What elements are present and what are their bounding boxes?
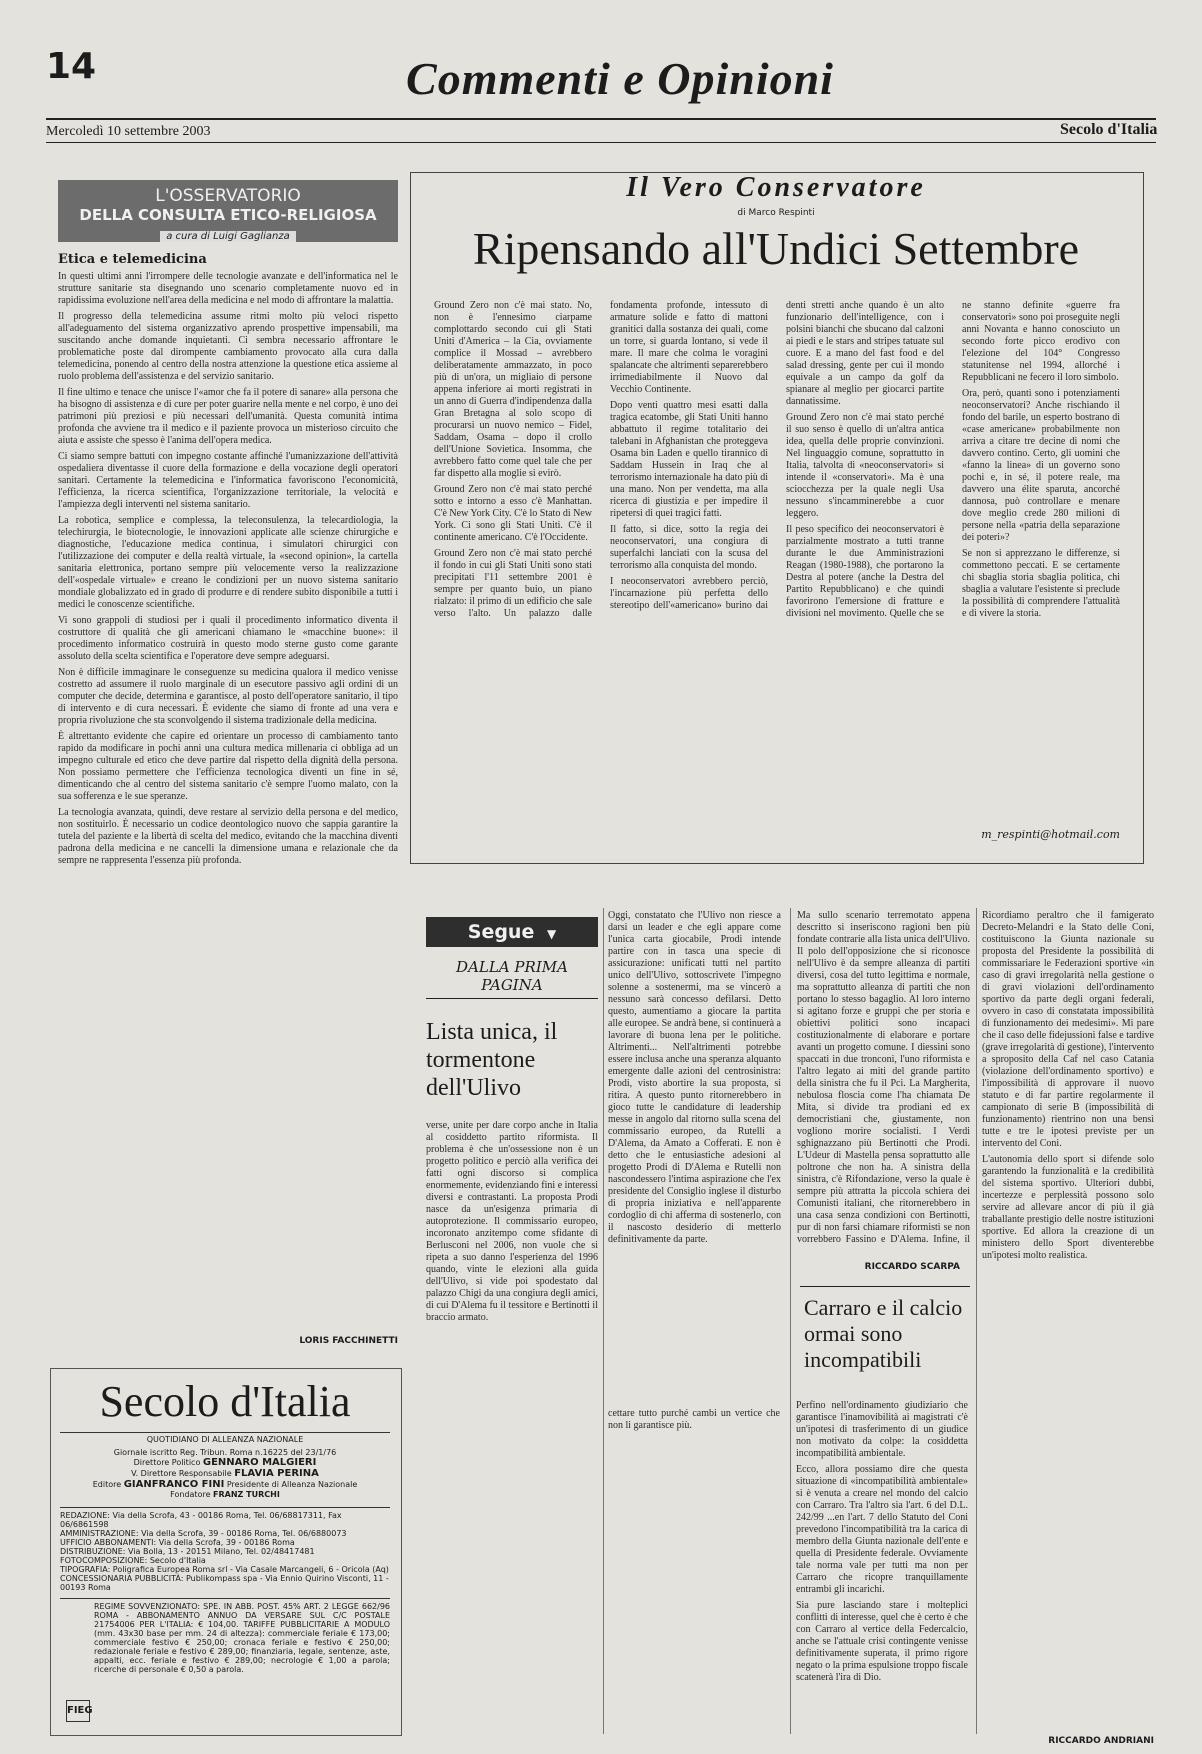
paragraph: Dopo venti quattro mesi esatti dalla tragica ecatombe, gli Stati Uniti hanno abbattuto il regime totalitario dei talebani in Afghanistan che proteggeva Osama bin Laden e quello tirannico di Saddam Hussein in Iraq che al terrorismo internazionale ha dato più di una mano. Non per vendetta, ma alla ricerca di giustizia e per impedire il ripetersi di quei tragici fatti.: [610, 400, 769, 519]
paragraph: Ground Zero non c'è mai stato perché il fondo in cui gli Stati Uniti sono stati precipitati l'11 settembre 2001 è sempre per quanto buio, un piano rialzato: il primo di un edificio che sale verso l'alto. Un palazzo dalle fondamenta profonde, intessuto di armature solide e fatto di mattoni granitici dalla sostanza dei quali, come un torre, si guarda lontano, si vede il mare. Il mare che colma le voragini spalancate che altrimenti separerebbero irrimediabilmente il Nuovo dal Vecchio Continente.: [434, 300, 768, 619]
office-line: CONCESSIONARIA PUBBLICITÀ: Publikompass spa - Via Ennio Quirino Visconti, 11 - 00193 Roma: [60, 1574, 389, 1592]
office-line: REDAZIONE: Via della Scrofa, 43 - 00186 Roma, Tel. 06/68817311, Fax 06/6861598: [60, 1511, 342, 1529]
director-label: Direttore Politico: [133, 1458, 201, 1467]
paragraph: Non è difficile immaginare le conseguenze su medicina qualora il medico venisse costretto ad assumere il ruolo marginale di un esecutore passivo agli ordini di un computer che decide, determina e garantisce, al posto dell'operatore sanitario, il tipo di intervento e di cura necessari. È evidente che siamo di fronte ad una vera e propria rivoluzione che sta sconvolgendo il sistema tradizionale della medicina.: [58, 667, 398, 726]
founder-name: FRANZ TURCHI: [213, 1490, 280, 1499]
column-divider: [603, 908, 604, 1734]
osservatorio-body: [58, 271, 398, 867]
paragraph: L'autonomia dello sport si difende solo garantendo la funzionalità e la credibilità del sistema sportivo. Ulteriori dubbi, incertezze e perplessità possono solo servire ad allevare ancor di più il già traballante prestigio delle nostre istituzioni sportive. Ed allora la creazione di un ministero dello Sport diventerebbe un'ipotesi molto realistica.: [982, 1154, 1154, 1261]
carraro-body-right: [982, 910, 1154, 1725]
publisher-role: Presidente di Alleanza Nazionale: [226, 1480, 358, 1489]
paragraph: Ora, però, quanti sono i potenziamenti neoconservatori? Anche rischiando il fondo del barile, un esperto bostrano di «case americane» probabilmente non arriva a citare tre decine di nomi che davvero contino. Certo, gli uomini che «fanno la linea» di un governo sono pochi e, in sé, il potere reale, ma davvero una élite sparuta, ancorché dannosa, può controllare e menare dove meglio crede 280 milioni di persone nella «patria della separazione dei poteri»?: [962, 388, 1120, 543]
conservatore-rubric: Il Vero Conservatore: [626, 172, 926, 203]
office-line: DISTRIBUZIONE: Via Bolla, 13 - 20151 Milano, Tel. 02/48417481: [60, 1547, 315, 1556]
paragraph: verse, unite per dare corpo anche in Italia al cosiddetto partito riformista. Il problema è che un'ossessione non è un progetto politico e perciò alla verifica dei fatti ogni discorso si complica enormemente, evidenziando fini e interessi diversi e contrastanti. La proposta Prodi nasce da un'esigenza primaria di autoprotezione. Il commissario europeo, incoronato anzitempo come sfidante di Berlusconi nel 2006, non vuole che si ripeta a suo danno l'esperienza del 1996 quando, vinte le elezioni alla guida dell'Ulivo, si vide poi spodestato dal palazzo Chigi da una congiura degli amici, di cui D'Alema fu il tessitore e Bertinotti il braccio armato.: [426, 1120, 598, 1323]
segue-label: Segue: [467, 921, 535, 943]
conservatore-body: [434, 300, 1120, 820]
paragraph: È altrettanto evidente che capire ed orientare un processo di cambiamento tanto rapido da modificare in pochi anni una cultura medica millenaria ci obbliga ad un impegno culturale ed etico che deve partire dal rispetto della dignità della persona. Non possiamo permettere che l'efficienza tecnologica diventi un fine in sé, dimenticando che al centro del sistema sanitario c'è sempre l'uomo malato, con la sua sofferenza e le sue speranze.: [58, 731, 398, 802]
paragraph: Ci siamo sempre battuti con impegno costante affinché l'umanizzazione dell'attività ospedaliera diventasse il cuore della formazione e della vocazione degli operatori sanitari. Certamente la telemedicina e l'informatica favoriscono l'economicità, l'efficienza, la ricerca scientifica, l'organizzazione territoriale, la velocità e l'ampiezza degli interventi nel sistema sanitario.: [58, 451, 398, 510]
publisher-name: GIANFRANCO FINI: [123, 1479, 225, 1490]
carraro-body-cont: [796, 1400, 968, 1730]
lista-body: [426, 1120, 598, 1735]
masthead-offices: [60, 1507, 390, 1592]
paragraph: Sia pure lasciando stare i molteplici conflitti di interesse, quel che è certo è che con Carraro al vertice della Federcalcio, anche se l'attuale crisi contingente venisse definitivamente superata, il primo rigore negato o la prima espulsione troppo fiscale scatenerà l'ira di Dio.: [796, 1600, 968, 1683]
paragraph: Il peso specifico dei neoconservatori è parzialmente mostrato a tutti tranne durante le due Amministrazioni Reagan (1980-1988), che portarono la Destra al potere (anche la Destra del Partito Repubblicano) e che quindi favorirono l'emersione di fratture e divisioni nel movimento. Quelle che se ne stanno definite «guerre fra conservatori» sono poi proseguite negli anni Novanta e hanno conosciuto un secondo forte picco erodivo con l'elezione del 104° Congresso statunitense nel 1994, allorché i Repubblicani ne fecero il loro simbolo.: [786, 300, 1120, 619]
paragraph: Ground Zero non c'è mai stato perché il suo senso è quello di un'altra antica idea, quella delle proprie convinzioni. Nel linguaggio comune, soprattutto in Italia, talvolta di «neoconservatori» si intende il «conservatori». Ma è una sciocchezza per la quale negli Usa nessuno s'incamminerebbe a cuor leggero.: [786, 412, 944, 519]
vice-line: [60, 1468, 390, 1479]
paragraph: I neoconservatori avrebbero perciò, l'incarnazione più perfetta dello stereotipo dell'«americano» burino dai denti stretti anche quando è un alto funzionario dell'intelligence, con i polsini bianchi che sbucano dal calzoni ai piedi e le stars and stripes tatuate sul cuore. E a mano del fast food e del salad dressing, gente per cui il mondo equivale a un campo da golf da spianare al meglio per giocarci partite dannatissime.: [610, 300, 944, 611]
lista-headline: Lista unica, il tormentone dell'Ulivo: [426, 1019, 558, 1101]
masthead-subtitle: QUOTIDIANO DI ALLEANZA NAZIONALE: [60, 1432, 390, 1444]
paragraph: Ecco, allora possiamo dire che questa situazione di «incompatibilità ambientale» si è venuta a creare nel mondo del calcio con Carraro. Tra l'altro sia l'art. 6 del D.L. 242/99 ...en l'art. 7 dello Statuto del Coni prevedono l'incompatibilità tra la carica di membro della Giunta nazionale dell'ente e quella di Presidente federale. Ovviamente tale norma vale per tutti ma non per Carraro che ricopre tranquillamente entrambi gli incarichi.: [796, 1464, 968, 1595]
osservatorio-curator: a cura di Luigi Gaglianza: [160, 231, 295, 242]
vice-name: FLAVIA PERINA: [234, 1468, 319, 1479]
column-divider: [976, 908, 977, 1734]
masthead-details: [60, 1432, 390, 1674]
down-arrow-icon: ▼: [546, 927, 557, 941]
osservatorio-title-2: DELLA CONSULTA ETICO-RELIGIOSA: [79, 206, 377, 224]
office-line: UFFICIO ABBONAMENTI: Via della Scrofa, 39 - 00186 Roma: [60, 1538, 295, 1547]
osservatorio-article: [58, 252, 398, 1327]
paragraph: Vi sono grappoli di studiosi per i quali il procedimento informatico diventa il costruttore di qualità che gli americani chiamano le «macchine buone»: il procedimento informatico costruirà in questo modo sterne gusto come garante assoluto della scelta scientifica e l'operatore deve sempre adeguarsi.: [58, 615, 398, 662]
director-line: [60, 1457, 390, 1468]
publisher-line: [60, 1479, 390, 1490]
paragraph: Oggi, constatato che l'Ulivo non riesce a darsi un leader e che egli appare come l'unica carta giocabile, Prodi intende partire con in tasca una specie di assicurazione: unificati tutti nel partito unico dell'Ulivo, sottoscrivete l'impegno solenne a sostenermi, ma se vincerò a nessuno sarà concesso defilarsi. Detto questo, aumentiamo a giocare la partita alle europee. Se andrà bene, si continuerà a lavorare di buona lena per le politiche. Altrimenti... Nell'altrimenti potrebbe essere inclusa anche una speranza alquanto emergente dalle azioni del centrosinistra: Prodi, visto abortire la sua proposta, si ritira. A questo punto ritornerebbero in gioco tutte le candidature di leadership messe in angolo dal ritorno sulla scena del commissario europeo, da Rutelli a D'Alema, da Amato a Cofferati. E non è detto che le entusiastiche adesioni al progetto Prodi di D'Alema e Rutelli non nascondessero l'intima aspirazione che l'ex presidente del Consiglio inglese il disturbo di propria iniziativa e nell'apparente cordoglio di chi afferma di sostenerlo, con il nascosto desiderio di metterlo definitivamente da parte.: [608, 910, 781, 1245]
header-rule: [46, 118, 1156, 120]
segue-banner: [426, 917, 598, 947]
office-line: TIPOGRAFIA: Poligrafica Europea Roma srl - Via Casale Marcangeli, 6 - Oricola (Aq): [60, 1565, 389, 1574]
paragraph: Perfino nell'ordinamento giudiziario che garantisce l'inamovibilità ai magistrati c'è un'ipotesi di trasferimento di un giudice non motivato da colpe: la cosiddetta incompatibilità ambientale.: [796, 1400, 968, 1459]
paragraph: Il fine ultimo e tenace che unisce l'«amor che fa il potere di sanare» alla persona che ha bisogno di assistenza e di cure per poter guarire nella mente e nel corpo, è uno dei patrimoni più preziosi e più necessari dell'umanità. Questa comunità intima profonda che avviene tra il medico e il paziente provoca un misterioso circuito che aiuta e assiste che spesso è l'anima dell'opera medica.: [58, 387, 398, 446]
segue-subtitle: DALLA PRIMA PAGINA: [426, 958, 598, 999]
masthead-registration: Giornale iscritto Reg. Tribun. Roma n.16225 del 23/1/76: [113, 1448, 337, 1457]
conservatore-byline: di Marco Respinti: [737, 208, 815, 218]
director-name: GENNARO MALGIERI: [202, 1457, 317, 1468]
lista-body-cont: [608, 910, 970, 1255]
osservatorio-banner: [58, 180, 398, 242]
vice-label: V. Direttore Responsabile: [131, 1469, 232, 1478]
conservatore-headline: Ripensando all'Undici Settembre: [472, 223, 1080, 274]
lista-signature: RICCARDO SCARPA: [864, 1262, 960, 1272]
carraro-signature: RICCARDO ANDRIANI: [1048, 1736, 1154, 1746]
paragraph: Se non si apprezzano le differenze, si commettono peccati. E se certamente chi sbaglia storia sbaglia politica, chi sbaglia a valutare l'esistente si preclude la possibilità di comprendere l'attualità e di vivere la storia.: [962, 548, 1120, 619]
paragraph: Ma sullo scenario terremotato appena descritto si inseriscono ragioni ben più fondate contrarie alla lista unica dell'Ulivo. Il polo dell'opposizione che si riconosce nell'Ulivo è da sempre alleanza di partiti diversi, cosa del tutto legittima e normale, ma soprattutto alleanza di partiti che non portano lo stesso bagaglio. Al loro interno si agitano forze e gruppi che per storia e obiettivi politici sono incapaci costituzionalmente di elaborare e portare avanti un progetto comune. I diessini sono spaccati in due tronconi, l'uno riformista e l'altro legato ai miti del grande partito della sinistra che fu il Pci. La Margherita, nebulosa floscia come l'ha chiamata De Mita, si divide tra prodiani ed ex democristiani che, giustamente, non vogliono morire socialisti. I Verdi sghignazzano più Bertinotti che Prodi. L'Udeur di Mastella pensa soprattutto alle poltrone che non ha. A sinistra della sinistra, c'è Rifondazione, verso la quale è sempre più attratta la piccola schiera dei Comunisti italiani, che ritornerebbero in una casa senza condizioni con Bertinotti, pur di non farsi chiamare riformisti se non vorrebbero Fassino e D'Alema. Infine, il: [797, 910, 970, 1245]
masthead-title: Secolo d'Italia: [99, 1377, 351, 1426]
carraro-headline: Carraro e il calcio ormai sono incompatibili: [804, 1295, 963, 1372]
office-line: FOTOCOMPOSIZIONE: Secolo d'Italia: [60, 1556, 206, 1565]
paragraph: Il fatto, si dice, sotto la regia dei neoconservatori, una congiura di superfalchi lanciati con la scusa del terrorismo alla conquista del mondo.: [610, 524, 768, 571]
issue-date: Mercoledì 10 settembre 2003: [46, 124, 211, 139]
founder-label: Fondatore: [170, 1490, 211, 1499]
paragraph: Il progresso della telemedicina assume ritmi molto più veloci rispetto all'adeguamento del sistema organizzativo aprendo prospettive impensabili, ma suscitando anche domande inquietanti. Ci sembra necessario affrontare le problematiche poste dal dirompente cambiamento provocato alla cura dalla telemedicina, ponendo al centro della nostra attenzione la questione etica assieme al ruolo problema dell'assistenza e del servizio sanitario.: [58, 311, 398, 382]
osservatorio-signature: LORIS FACCHINETTI: [299, 1336, 398, 1346]
office-line: AMMINISTRAZIONE: Via della Scrofa, 39 - 00186 Roma, Tel. 06/6880073: [60, 1529, 347, 1538]
carraro-rule: [800, 1286, 970, 1287]
paragraph: Ground Zero non c'è mai stato perché sotto e intorno a esso c'è Manhattan. C'è New York City. C'è lo Stato di New York. Ci sono gli Stati Uniti. C'è il continente americano. C'è l'Occidente.: [434, 484, 592, 543]
osservatorio-title-1: L'OSSERVATORIO: [155, 186, 301, 206]
paper-name: Secolo d'Italia: [1060, 121, 1158, 138]
paragraph: Ground Zero non c'è mai stato. No, non è l'ennesimo ciarpame complottardo secondo cui gli Stati Uniti d'America – la Cia, ovviamente complice il Mossad – avrebbero deliberatamente ammazzato, in poco più di un'ora, un migliaio di persone appena inferiore ai morti registrati in un anno di Guerra d'indipendenza dalla Gran Bretagna al solo scopo di procurarsi un nuovo nemico – Fidel, Saddam, Osama – dopo il crollo dell'Unione Sovietica. Insomma, che avrebbero fatto come quel tale che per far dispetto alla moglie si evirò.: [434, 300, 592, 479]
osservatorio-heading: Etica e telemedicina: [58, 252, 207, 267]
section-title: Commenti e Opinioni: [406, 53, 834, 104]
paragraph: In questi ultimi anni l'irrompere delle tecnologie avanzate e dell'informatica nel le strutture sanitarie sta disegnando uno scenario completamente nuovo ed in rapidissima evoluzione nell'area della medicina e nel modo di affrontare la malattia.: [58, 271, 398, 306]
publisher-label: Editore: [92, 1480, 122, 1489]
header-rule-bottom: [46, 142, 1156, 143]
paragraph: La robotica, semplice e complessa, la teleconsulenza, la telecardiologia, la telechirurgia, le biotecnologie, le innovazioni applicate alle scienze chirurgiche e diagnostiche, l'educazione medica continua, i simulatori chirurgici con l'utilizzazione dei computer e della realtà virtuale, la «second opinion», la cartella sanitaria elettronica, portano sempre più velocemente verso la realizzazione dell'«ospedale virtuale» e creano le condizioni per un nuovo sistema sanitario mondiale globalizzato ed in grado di produrre e di rendere subito disponibile a tutti i medici le conoscenze scientifiche.: [58, 515, 398, 610]
fieg-logo: FIEG: [66, 1700, 90, 1722]
founder-line: [60, 1490, 390, 1499]
paragraph: Ricordiamo peraltro che il famigerato Decreto-Melandri e la Stato delle Coni, costituiscono la Giunta nazionale su proposta del Presidente la possibilità di commissariare le Federazioni sportive «in caso di gravi irregolarità nella gestione o di gravi violazioni dell'ordinamento sportivo da parte degli organi federali, ovvero in caso di constatata impossibilità di funzionamento dei medesimi». Mi pare che il caso delle fidejussioni false e tardive (grave irregolarità di gestione), l'intervento a sproposito della Caf nel caso Catania (violazione dell'ordinamento sportivo) e l'impossibilità di approvare il nuovo statuto e di far partire regolarmente il campionato di serie B (impossibilità di funzionamento) rientrino non una bensì tutte e tre le ipotesi previste per un intervento del Coni.: [982, 910, 1154, 1149]
paragraph: cettare tutto purché cambi un vertice che non li garantisce più.: [608, 1408, 780, 1431]
subscription-info: REGIME SOVVENZIONATO: SPE. IN ABB. POST. 45% ART. 2 LEGGE 662/96 ROMA - ABBONAMENTO ANNUO DA VERSARE SUL C/C POSTALE 21754006 PER L'ITALIA: € 104,00. TARIFFE PUBBLICITARIE A MODULO (mm. 43x30 base per mm. 24 di altezza): commerciale feriale € 173,00; commerciale festivo € 250,00; cronaca feriale e festivo € 250,00; redazionale feriale e festivo € 289,00; finanziaria, legale, sentenze, aste, appalti, ecc. feriale e festivo € 289,00; necrologie € 1,00 a parola; ricerche di personale € 0,50 a parola.: [60, 1598, 390, 1674]
paragraph: La tecnologia avanzata, quindi, deve restare al servizio della persona e del medico, non sostituirlo. È necessario un codice deontologico nuovo che sappia garantire la tutela del paziente e la libertà di scelta del medico, evitando che la macchina diventi padrona della medicina e ne cancelli la dimensione umana e relazionale che da sempre ne rappresenta l'essenza più profonda.: [58, 807, 398, 866]
page-number: 14: [46, 46, 97, 87]
conservatore-email[interactable]: m_respinti@hotmail.com: [981, 828, 1120, 841]
